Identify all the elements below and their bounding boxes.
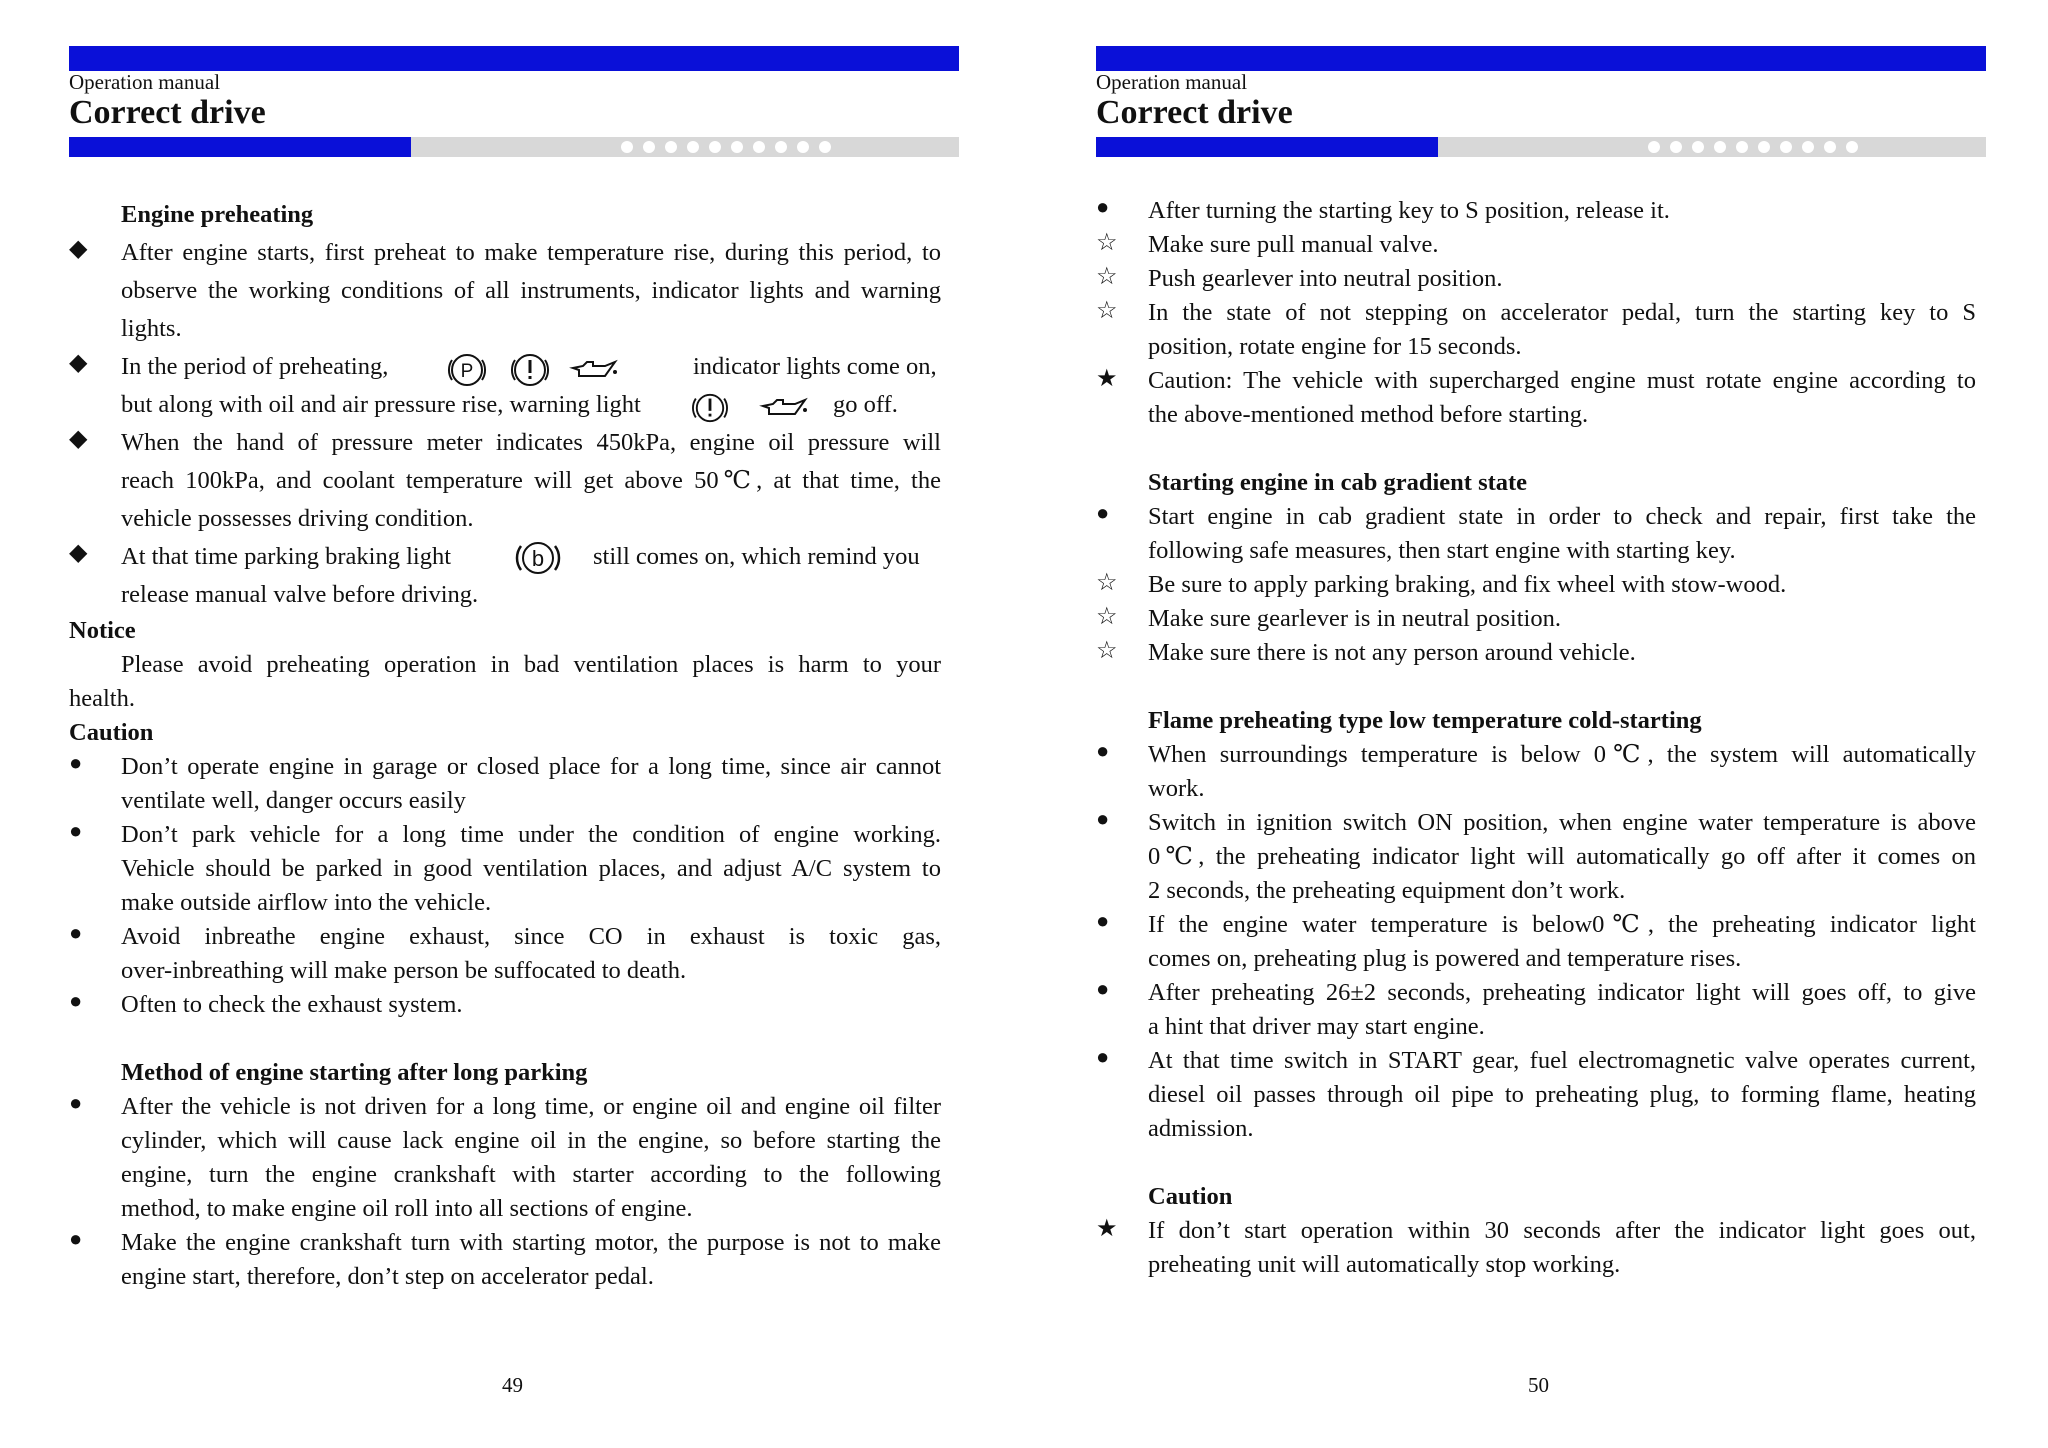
circle-bullet-icon: ● (69, 1226, 83, 1251)
list-item: ☆ Make sure there is not any person around vehicle. (1096, 638, 1636, 666)
header-top-bar (1096, 46, 1986, 71)
intro-list (1096, 194, 1976, 432)
notice-text: Please avoid preheating operation in bad ventilation places is harm to your (121, 651, 941, 678)
list-item: ● After preheating 26±2 seconds, preheating indicator light will goes off, to give a hint that driver may start engine. (1096, 976, 1976, 1040)
heading-method-long-parking: Method of engine starting after long parking (121, 1059, 588, 1086)
circle-bullet-icon: ● (69, 750, 83, 775)
heading-engine-preheating: Engine preheating (121, 201, 314, 228)
filled-star-bullet-icon: ★ (1096, 1216, 1118, 1242)
circle-bullet-icon: ● (69, 1090, 83, 1115)
caution-title: Caution (69, 719, 154, 746)
cab-list (1096, 500, 1976, 670)
circle-bullet-icon: ● (1096, 738, 1110, 763)
star-outline-bullet-icon: ☆ (1096, 638, 1118, 664)
header-bar-fill (1096, 137, 1438, 157)
star-outline-bullet-icon: ☆ (1096, 298, 1118, 324)
notice-title: Notice (69, 617, 136, 644)
general-warning-icon (687, 391, 733, 425)
list-item: ● Avoid inbreathe engine exhaust, since CO in exhaust is toxic gas, over-inbreathing will make person be suffocated to death. (69, 920, 941, 984)
circle-bullet-icon: ● (1096, 976, 1110, 1001)
list-item: ◆ When the hand of pressure meter indicates 450kPa, engine oil pressure will reach 100kPa, and coolant temperature will get above 50℃, at that time, the vehicle possesses driving condition. (69, 426, 941, 532)
list-item: ● Make the engine crankshaft turn with starting motor, the purpose is not to make engine start, therefore, don’t step on accelerator pedal. (69, 1226, 941, 1290)
star-outline-bullet-icon: ☆ (1096, 230, 1118, 256)
diamond-bullet-icon: ◆ (69, 426, 88, 452)
list-item: ● Switch in ignition switch ON position, when engine water temperature is above 0℃, the preheating indicator light will automatically go off after it comes on 2 seconds, the preheating equipment don’t work. (1096, 806, 1976, 904)
star-outline-bullet-icon: ☆ (1096, 604, 1118, 630)
list-item: ☆ Be sure to apply parking braking, and fix wheel with stow-wood. (1096, 570, 1787, 598)
list-item: ☆ Make sure pull manual valve. (1096, 230, 1439, 258)
page-number: 49 (502, 1373, 523, 1397)
flame-list (1096, 738, 1976, 1146)
header-progress-bar (69, 137, 959, 157)
caution-list (1096, 1214, 1976, 1282)
circle-bullet-icon: ● (1096, 806, 1110, 831)
list-item: ◆ At that time parking braking light b still comes on, which remind you release manual valve before driving. (69, 540, 920, 608)
list-item: ● After the vehicle is not driven for a long time, or engine oil and engine oil filter cylinder, which will cause lack engine oil in the engine, so before starting the engine, turn the engine crankshaft with starter according to the following method, to make engine oil roll into all sections of engine. (69, 1090, 941, 1222)
list-item: ★ If don’t start operation within 30 seconds after the indicator light goes out, preheating unit will automatically stop working. (1096, 1216, 1976, 1278)
list-item: ◆ In the period of preheating, P indicator lights come on, but along with oil and air pressure rise, warning light go off. (69, 348, 941, 424)
header-top-bar (69, 46, 959, 71)
list-item: ● If the engine water temperature is below0℃, the preheating indicator light comes on, preheating plug is powered and temperature rises. (1096, 908, 1976, 972)
diamond-bullet-icon: ◆ (69, 350, 88, 376)
page-50-body (1096, 194, 1976, 1282)
circle-bullet-icon: ● (69, 920, 83, 945)
page-50 (1024, 0, 2048, 1448)
heading-cab-gradient: Starting engine in cab gradient state (1148, 469, 1528, 496)
chapter-title: Correct drive (1096, 94, 1293, 131)
general-warning-icon (507, 352, 553, 388)
circle-bullet-icon: ● (69, 818, 83, 843)
oil-pressure-icon (759, 394, 809, 422)
circle-bullet-icon: ● (69, 988, 83, 1013)
list-item: ☆ Push gearlever into neutral position. (1096, 264, 1503, 292)
list-item: ☆ Make sure gearlever is in neutral position. (1096, 604, 1561, 632)
header-dots (1648, 141, 1858, 153)
heading-caution: Caution (1148, 1183, 1233, 1210)
heading-flame-preheating: Flame preheating type low temperature cold-starting (1148, 707, 1702, 734)
running-header: Operation manual (69, 70, 221, 94)
svg-text:P: P (460, 361, 474, 383)
circle-bullet-icon: ● (1096, 1044, 1110, 1069)
running-header: Operation manual (1096, 70, 1248, 94)
list-item: ☆ In the state of not stepping on accelerator pedal, turn the starting key to S position, rotate engine for 15 seconds. (1096, 298, 1976, 360)
parking-brake-warning-icon (445, 352, 489, 388)
list-item: ● Start engine in cab gradient state in order to check and repair, first take the following safe measures, then start engine with starting key. (1096, 500, 1976, 564)
filled-star-bullet-icon: ★ (1096, 366, 1118, 392)
list-item: ● Don’t operate engine in garage or closed place for a long time, since air cannot ventilate well, danger occurs easily (69, 750, 941, 814)
list-item: ● Don’t park vehicle for a long time under the condition of engine working. Vehicle should be parked in good ventilation places, and adjust A/C system to make outside airflow into the vehicle. (69, 818, 941, 916)
diamond-bullet-icon: ◆ (69, 540, 88, 566)
diamond-bullet-icon: ◆ (69, 236, 88, 262)
list-item: ★ Caution: The vehicle with supercharged engine must rotate engine according to the above-mentioned method before starting. (1096, 366, 1976, 428)
page-number: 50 (1528, 1373, 1549, 1397)
circle-bullet-icon: ● (1096, 908, 1110, 933)
header-dots (621, 141, 831, 153)
star-outline-bullet-icon: ☆ (1096, 264, 1118, 290)
svg-text:b: b (531, 546, 545, 572)
page-49-body: Engine preheating ◆ After engine starts, first preheat to make temperature rise, during this period, to observe the working conditions of all instruments, indicator lights and warning lights. ◆ In the period of preheating, P indicator lights come on, but along with oil and air pressure rise, warning light go off. ◆ When the hand of pressure meter indicates 450kPa, engine oil pressure will reach 100kPa, and coolant temperature will get above 50℃, at that time, the vehicle possesses driving condition. ◆ At that time parking braking light b still comes on, which remind you release manual valve before driving. Notice Please avoid preheating operation in bad ventilation places is harm to your health. Caution ● Don’t operate engine in garage or closed place for a long time, since air cannot ventilate well, danger occurs easily ● Don’t park vehicle for a long time under the condition of engine working. Vehicle should be parked in good ventilation places, and adjust A/C system to make outside airflow into the vehicle. ● Avoid inbreathe engine exhaust, since CO in exhaust is toxic gas, over-inbreathing will make person be suffocated to death. ● Often to check the exhaust system. Method of engine starting after long parking ● After the vehicle is not driven for a long time, or engine oil and engine oil filter cylinder, which will cause lack engine oil in the engine, so before starting the engine, turn the engine crankshaft with starter according to the following method, to make engine oil roll into all sections of engine. ● Make the engine crankshaft turn with starting motor, the purpose is not to make engine start, therefore, don’t step on accelerator pedal. (69, 196, 941, 1294)
list-item: ● After turning the starting key to S position, release it. (1096, 194, 1670, 224)
list-item: ◆ After engine starts, first preheat to make temperature rise, during this period, to observe the working conditions of all instruments, indicator lights and warning lights. (69, 236, 941, 342)
chapter-title: Correct drive (69, 94, 266, 131)
header-bar-fill (69, 137, 411, 157)
circle-bullet-icon: ● (1096, 194, 1110, 219)
oil-pressure-icon (569, 356, 619, 384)
circle-bullet-icon: ● (1096, 500, 1110, 525)
header-progress-bar (1096, 137, 1986, 157)
parking-brake-b-icon (509, 538, 567, 578)
list-item: ● At that time switch in START gear, fuel electromagnetic valve operates current, diesel oil passes through oil pipe to preheating plug, to forming flame, heating admission. (1096, 1044, 1976, 1142)
list-item: ● When surroundings temperature is below 0℃, the system will automatically work. (1096, 738, 1976, 802)
star-outline-bullet-icon: ☆ (1096, 570, 1118, 596)
list-item: ● Often to check the exhaust system. (69, 988, 463, 1018)
